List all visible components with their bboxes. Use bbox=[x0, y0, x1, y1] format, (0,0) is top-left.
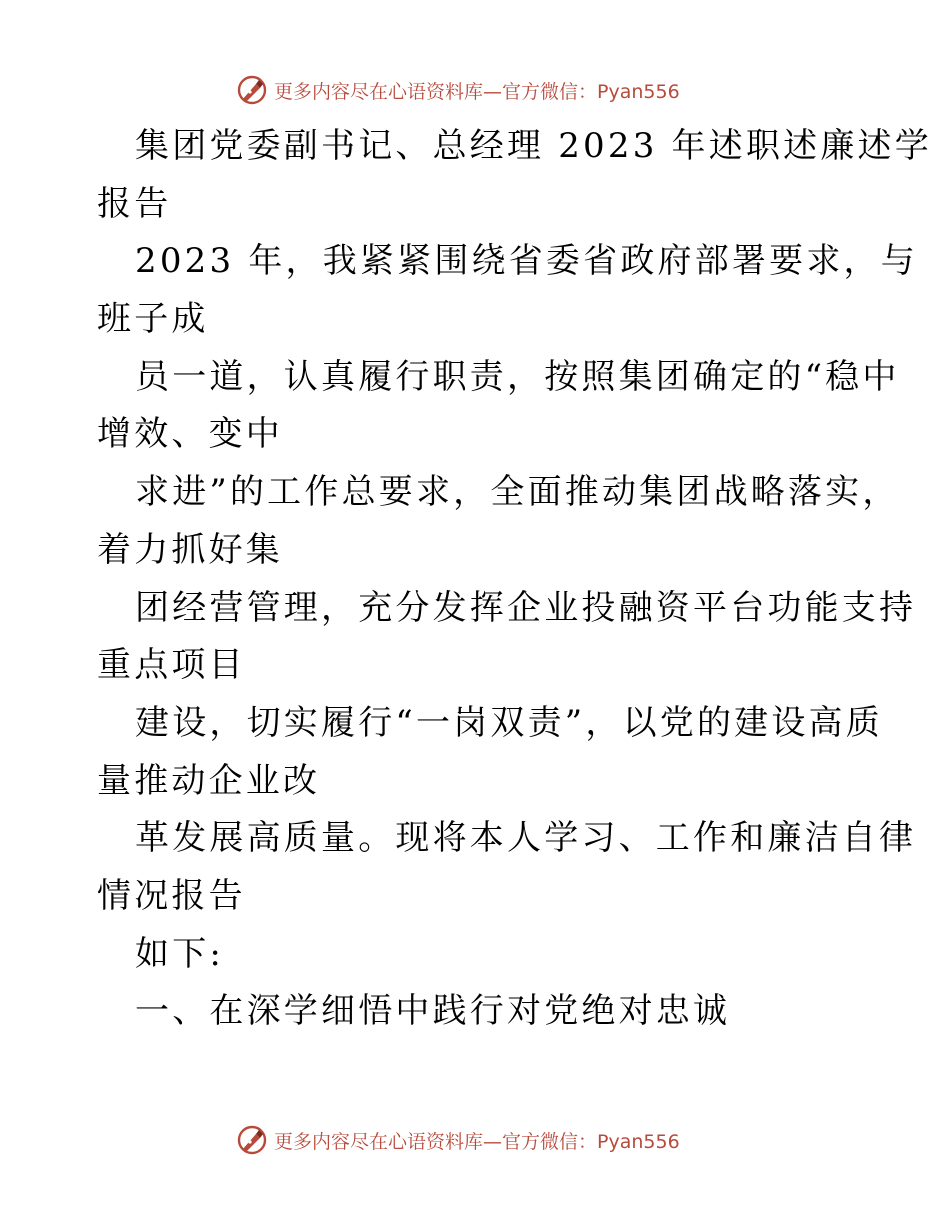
paragraph-line: 增效、变中 bbox=[97, 414, 283, 455]
footer-watermark bbox=[236, 1122, 680, 1158]
paragraph-line: 革发展高质量。现将本人学习、工作和廉洁自律 bbox=[135, 818, 917, 859]
title-line-2: 报告 bbox=[97, 183, 172, 224]
paragraph-line: 量推动企业改 bbox=[97, 760, 321, 801]
paragraph-line: 班子成 bbox=[97, 299, 209, 340]
paragraph-line: 团经营管理，充分发挥企业投融资平台功能支持 bbox=[135, 587, 917, 628]
paragraph-line: 2023 年，我紧紧围绕省委省政府部署要求，与 bbox=[135, 241, 918, 282]
section-heading: 一、在深学细悟中践行对党绝对忠诚 bbox=[135, 991, 731, 1032]
paragraph-line: 情况报告 bbox=[97, 875, 246, 916]
paragraph-line: 建设，切实履行“一岗双责”，以党的建设高质 bbox=[135, 702, 883, 743]
watermark-text: 更多内容尽在心语资料库—官方微信：Pyan556 bbox=[274, 1130, 680, 1153]
paragraph-line: 着力抓好集 bbox=[97, 529, 283, 570]
pen-logo-icon bbox=[236, 74, 268, 106]
paragraph-line: 如下: bbox=[135, 933, 225, 974]
title-line-1: 集团党委副书记、总经理 2023 年述职述廉述学 bbox=[135, 126, 932, 166]
paragraph-line: 求进”的工作总要求，全面推动集团战略落实， bbox=[135, 472, 900, 513]
pen-logo-icon bbox=[236, 1124, 268, 1156]
header-watermark bbox=[236, 72, 680, 108]
watermark-text: 更多内容尽在心语资料库—官方微信：Pyan556 bbox=[274, 80, 680, 103]
paragraph-line: 重点项目 bbox=[97, 645, 246, 686]
document-body bbox=[97, 118, 932, 1041]
paragraph-line: 员一道，认真履行职责，按照集团确定的“稳中 bbox=[135, 356, 900, 397]
